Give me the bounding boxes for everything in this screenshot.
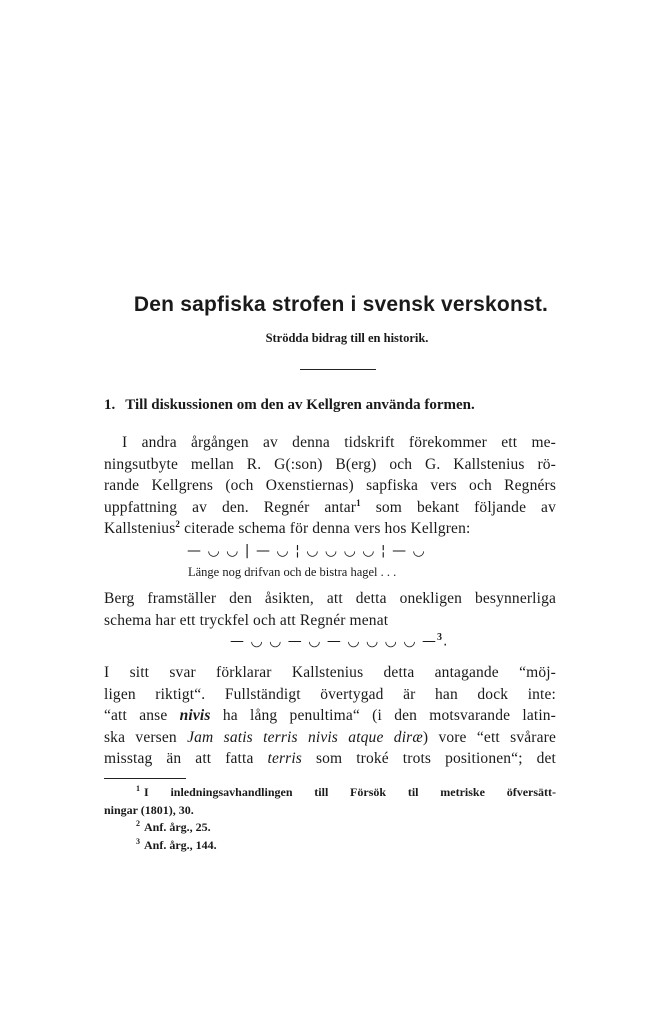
footnote-text: Anf. årg., 25. <box>144 820 211 835</box>
text-segment: som troké trots positionen“; det <box>315 750 557 768</box>
emphasis: nivis <box>179 707 211 725</box>
page-title: Den sapfiska strofen i svensk verskonst. <box>133 293 549 316</box>
footnote-divider <box>104 778 186 779</box>
text-line <box>104 497 556 519</box>
text-segment: citerade schema för denna vers hos Kellgren: <box>184 520 471 538</box>
paragraph-2 <box>104 588 556 631</box>
footnote-2 <box>104 819 556 837</box>
text-segment: som bekant följande av <box>375 498 556 516</box>
text-line: ligen riktigt“. Fullständigt övertygad är han dock inte: <box>104 685 556 703</box>
footnote-mark: 3 <box>136 836 140 846</box>
section-number: 1. <box>104 397 116 413</box>
meter-scheme-1: — ◡ ◡ | — ◡ ¦ ◡ ◡ ◡ ◡ ¦ — ◡ <box>187 543 426 559</box>
text-segment: ) vore “ett svårare <box>422 728 556 746</box>
text-line: rande Kellgrens (och Oxenstiernas) sapfiska vers och Regnérs <box>104 477 556 495</box>
footnote-1 <box>104 784 556 802</box>
footnotes <box>104 784 556 854</box>
paragraph-3 <box>104 662 556 770</box>
footnote-text: Anf. årg., 144. <box>144 837 217 852</box>
emphasis: terris <box>267 750 302 768</box>
text-line: I andra årgången av denna tidskrift förekommer ett me- <box>122 434 556 451</box>
text-line <box>104 748 556 770</box>
footnote-text: I inledningsavhandlingen till Försök til metriske öfversätt- <box>144 785 556 799</box>
text-line: I sitt svar förklarar Kallstenius detta antagande “möj- <box>104 664 556 681</box>
title-divider <box>300 369 376 370</box>
text-line: ningsutbyte mellan R. G(:son) B(erg) och G. Kallstenius rö- <box>104 455 556 473</box>
section-heading-text: Till diskussionen om den av Kellgren använda formen. <box>125 397 475 413</box>
text-segment: ska versen <box>104 728 177 746</box>
text-segment: misstag än att fatta <box>104 750 254 768</box>
meter-scheme-2: — ◡ ◡ — ◡ — ◡ ◡ ◡ ◡ —$^3$. <box>230 632 449 650</box>
verse-quote: Länge nog drifvan och de bistra hagel . . . <box>188 565 397 579</box>
text-line <box>104 518 556 540</box>
text-line <box>104 705 556 727</box>
text-line: Berg framställer den åsikten, att detta onekligen besynnerliga <box>104 590 556 607</box>
footnote-mark: 2 <box>136 819 140 829</box>
section-heading <box>104 397 559 414</box>
text-segment: uppfattning av den. Regnér antar <box>104 498 357 516</box>
footnote-3 <box>104 837 556 855</box>
text-line <box>104 727 556 749</box>
subtitle: Strödda bidrag till en historik. <box>265 331 429 345</box>
text-segment: ha lång penultima“ (i den motsvarande latin- <box>222 707 556 725</box>
paragraph-1 <box>104 432 556 540</box>
footnote-marker: 3 <box>437 632 444 643</box>
text-segment: Kallstenius <box>104 520 176 538</box>
footnote-1-continued: ningar (1801), 30. <box>104 802 194 817</box>
meter-symbols: — ◡ ◡ — ◡ — ◡ ◡ ◡ ◡ — <box>230 633 438 650</box>
footnote-mark: 1 <box>136 784 140 793</box>
text-segment: “att anse <box>104 707 168 725</box>
text-line: schema har ett tryckfel och att Regnér menat <box>104 611 389 629</box>
footnote-marker: 1 <box>356 497 361 508</box>
footnote-marker: 2 <box>175 519 181 530</box>
emphasis: Jam satis terris nivis atque diræ <box>187 728 423 746</box>
